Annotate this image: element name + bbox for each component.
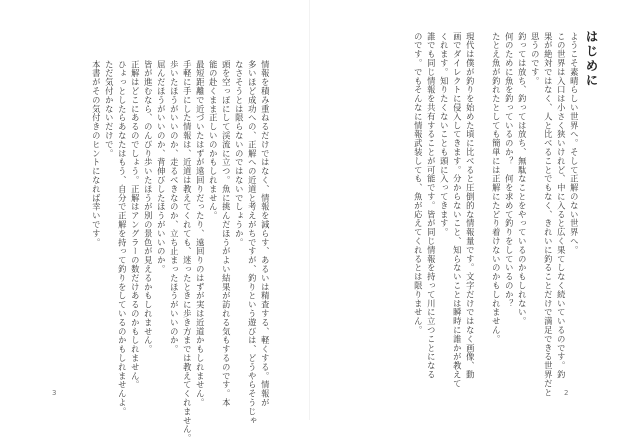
text-column: ようこそ素晴らしい世界へ。そして正解のない世界へ。 [569, 32, 580, 255]
right-page [310, 0, 620, 420]
text-column: 多いほど成功への、正解への近道と考えがちですが、釣りという遊びは、どうやらそうじゃ [247, 60, 258, 425]
text-column: ひょっとしたらあなたはもう、自分で正解を持って釣りをしているのかもしれませんよ。 [117, 60, 128, 416]
text-column: 現代は僕が釣りを始めた頃に比べると圧倒的な情報量です。文字だけではなく画像、動 [465, 32, 476, 380]
text-column: 正解はどこにあるのでしょう。正解はアングラーの数だけあるのかもしれません。 [130, 60, 141, 390]
text-column: ただ気付かないだけで。 [104, 60, 115, 158]
text-column: この世界は入口は小さく狭いけれど、中に入ると広く果てしなく続いているのです。釣 [556, 32, 567, 380]
text-column: 皆が進むなら、のんびり歩いたほうが別の景色が見えるかもしれません。 [143, 60, 154, 354]
text-column: 頭を空っぽにして渓流に立つ。魚に挑んだほうがよい結果が訪れる気もするのです。本 [221, 60, 232, 408]
text-column: なさそうとは限らないのではないでしょうか。 [234, 60, 245, 247]
text-column: くれます。知りたくないことも頭に入ってきます。 [439, 32, 450, 237]
text-column: 誰でも同じ情報を共有することが可能です。皆が同じ情報を持って川に立つことになる [426, 32, 437, 380]
page-number: 2 [564, 389, 569, 397]
chapter-title: はじめに [584, 30, 599, 88]
text-column: 果が絶対ではなく、人と比べることでもなく、きれいに釣ることだけで満足できる世界だと [543, 32, 554, 397]
text-column: 画でダイレクトに侵入してきます。分からないこと、知らないことは瞬時に誰かが教えて [452, 32, 463, 388]
text-column: 本書がその気付きのヒントになれば幸いです。 [91, 60, 102, 247]
text-column: 手軽に手にした情報は、近道は教えてくれても、迷ったときに歩き方までは教えてくれません。 [182, 60, 193, 443]
text-column: 思うのです。 [530, 32, 541, 86]
text-column: たとえ魚が釣れたとしても簡単には正解にたどり着けないのかもしれません。 [491, 32, 502, 344]
page-number: 3 [52, 389, 57, 397]
text-column: 屈んだほうがいいのか、背伸びしたほうがいいのか。 [156, 60, 167, 274]
text-column: 何のために魚を釣っているのか？ 何を求めて釣りをしているのか？ [504, 32, 515, 308]
text-column: 情報を積み重ねるだけではなく、情報を減らす、あるいは精査する、軽くする。情報が [260, 60, 271, 408]
text-column: 最短距離で近づいたはずが遠回りだったり、遠回りのはずが実は近道かもしれません。 [195, 60, 206, 408]
text-column: 釣っては放ち、釣っては放ち、無駄なことをやっているのかもしれない。 [517, 32, 528, 326]
text-column: 歩いたほうがいいのか、走るべきなのか、立ち止まったほうがいいのか。 [169, 60, 180, 354]
text-column: のです。でもそんなに情報武装しても、魚が応えてくれるとは限りません。 [413, 32, 424, 335]
text-column: 能の赴くまま正しいのかもしれません。 [208, 60, 219, 221]
